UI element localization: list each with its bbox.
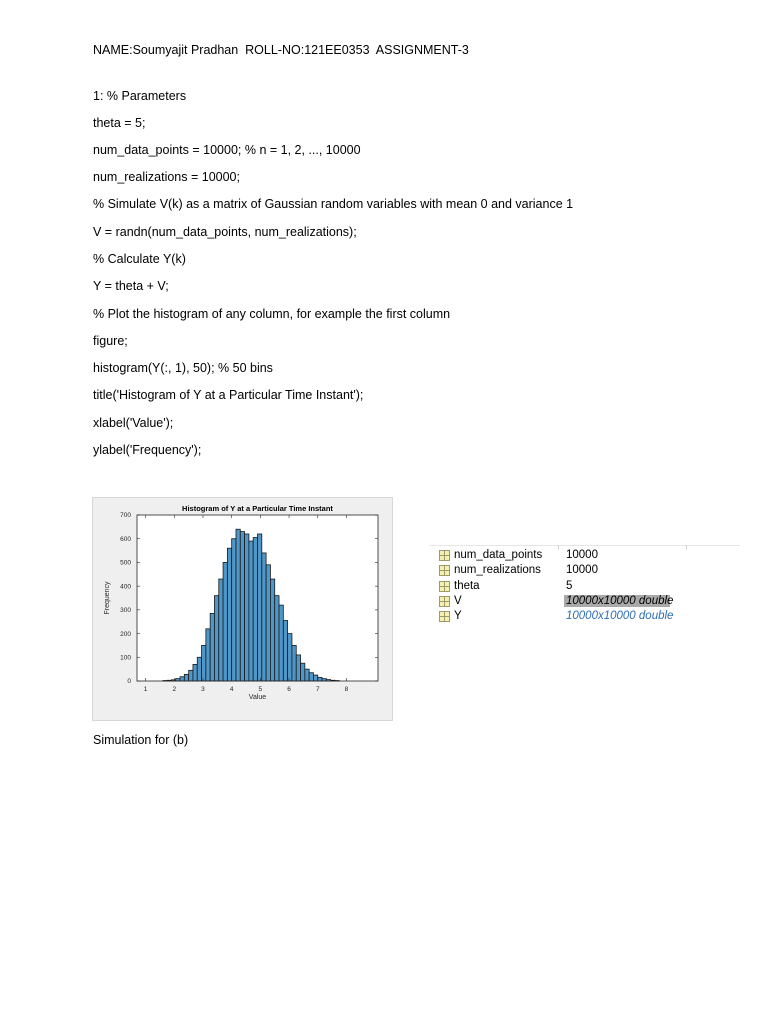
code-line: xlabel('Value'); xyxy=(93,416,174,430)
histogram-bar xyxy=(305,669,309,681)
histogram-chart xyxy=(93,498,394,722)
code-line: % Calculate Y(k) xyxy=(93,252,186,266)
histogram-bar xyxy=(245,534,249,681)
histogram-bar xyxy=(236,529,240,681)
histogram-bar xyxy=(223,562,227,681)
histogram-bar xyxy=(197,657,201,681)
code-line: title('Histogram of Y at a Particular Time Instant'); xyxy=(93,388,364,402)
header-line: NAME:Soumyajit Pradhan ROLL-NO:121EE0353 ASSIGNMENT-3 xyxy=(93,43,469,57)
workspace-variable-value: 10000 xyxy=(566,549,598,561)
x-tick-label: 3 xyxy=(201,686,205,693)
y-tick-label: 100 xyxy=(120,654,131,662)
workspace-variable-name: num_data_points xyxy=(454,549,543,561)
histogram-bar xyxy=(227,548,231,681)
histogram-bar xyxy=(206,629,210,681)
chart-title: Histogram of Y at a Particular Time Instant xyxy=(182,504,333,513)
histogram-bar xyxy=(279,605,283,681)
workspace-row[interactable] xyxy=(430,549,740,564)
x-axis-label: Value xyxy=(248,694,267,701)
histogram-bar xyxy=(219,579,223,681)
x-tick-label: 1 xyxy=(143,686,148,693)
y-tick-label: 300 xyxy=(120,607,131,615)
workspace-variable-name: Y xyxy=(454,610,462,622)
histogram-bar xyxy=(249,541,253,681)
code-line: % Simulate V(k) as a matrix of Gaussian random variables with mean 0 and variance 1 xyxy=(93,197,574,211)
workspace-variable-name: V xyxy=(454,595,462,607)
y-axis-label: Frequency xyxy=(104,581,111,615)
histogram-bar xyxy=(210,613,214,681)
code-line: figure; xyxy=(93,334,128,348)
code-line: num_realizations = 10000; xyxy=(93,170,240,184)
x-tick-label: 6 xyxy=(287,686,291,693)
code-line: 1: % Parameters xyxy=(93,89,187,103)
histogram-bar xyxy=(202,645,206,681)
workspace-variable-value: 10000 xyxy=(566,564,598,576)
histogram-bar xyxy=(258,534,262,681)
workspace-variable-list xyxy=(430,545,740,635)
code-line: num_data_points = 10000; % n = 1, 2, ..., 10000 xyxy=(93,143,361,157)
x-tick-label: 8 xyxy=(344,686,349,693)
histogram-bar xyxy=(301,663,305,681)
code-line: % Plot the histogram of any column, for example the first column xyxy=(93,307,451,321)
histogram-bar xyxy=(240,532,244,681)
workspace-variable-value: 5 xyxy=(566,580,573,592)
workspace-row[interactable] xyxy=(430,595,740,610)
workspace-row[interactable] xyxy=(430,610,740,625)
code-line: histogram(Y(:, 1), 50); % 50 bins xyxy=(93,361,273,375)
workspace-variable-name: num_realizations xyxy=(454,564,541,576)
histogram-bar xyxy=(318,677,322,681)
code-line: ylabel('Frequency'); xyxy=(93,443,202,457)
histogram-bar xyxy=(292,645,296,681)
workspace-variable-value: 10000x10000 double xyxy=(566,595,674,607)
histogram-bar xyxy=(270,579,274,681)
caption: Simulation for (b) xyxy=(93,733,189,747)
workspace-header-line xyxy=(430,545,740,546)
workspace-row[interactable] xyxy=(430,564,740,579)
x-tick-label: 7 xyxy=(315,686,320,693)
histogram-bar xyxy=(296,655,300,681)
matrix-variable-icon xyxy=(439,550,450,561)
y-tick-label: 600 xyxy=(120,535,131,543)
workspace-variable-value: 10000x10000 double xyxy=(566,610,674,622)
code-line: theta = 5; xyxy=(93,116,146,130)
matrix-variable-icon xyxy=(439,611,450,622)
y-tick-label: 700 xyxy=(120,512,131,520)
code-line: Y = theta + V; xyxy=(93,279,169,293)
y-tick-label: 400 xyxy=(120,583,131,591)
histogram-figure xyxy=(92,497,393,721)
histogram-bar xyxy=(275,596,279,681)
histogram-bar xyxy=(253,538,257,681)
y-tick-label: 0 xyxy=(127,678,131,686)
histogram-bar xyxy=(288,634,292,681)
x-tick-label: 2 xyxy=(172,686,177,693)
x-tick-label: 4 xyxy=(229,686,234,693)
histogram-bar xyxy=(313,675,317,681)
matrix-variable-icon xyxy=(439,581,450,592)
histogram-bar xyxy=(309,673,313,681)
histogram-bar xyxy=(193,664,197,681)
y-tick-label: 500 xyxy=(120,559,131,567)
histogram-bar xyxy=(266,565,270,681)
matrix-variable-icon xyxy=(439,596,450,607)
histogram-bar xyxy=(189,670,193,681)
workspace-row[interactable] xyxy=(430,580,740,595)
histogram-bar xyxy=(232,539,236,681)
code-line: V = randn(num_data_points, num_realizations); xyxy=(93,225,357,239)
histogram-bar xyxy=(283,621,287,681)
workspace-variable-name: theta xyxy=(454,580,480,592)
x-tick-label: 5 xyxy=(258,686,263,693)
histogram-bar xyxy=(262,553,266,681)
y-tick-label: 200 xyxy=(120,630,131,638)
histogram-bar xyxy=(184,674,188,681)
matrix-variable-icon xyxy=(439,565,450,576)
histogram-bar xyxy=(214,596,218,681)
histogram-bar xyxy=(180,677,184,681)
